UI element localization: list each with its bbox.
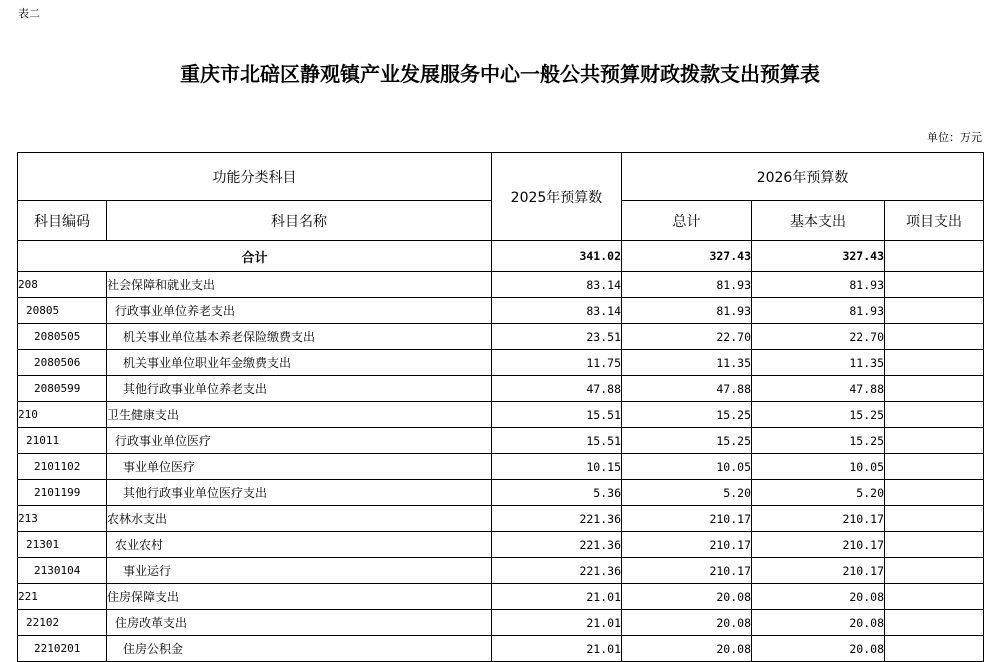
row-basic: 81.93: [752, 298, 885, 324]
row-b2025: 21.01: [492, 584, 622, 610]
table-row: [18, 272, 984, 298]
row-code: 210: [18, 402, 107, 428]
basic-header: 基本支出: [752, 201, 885, 241]
row-name: 农业农村: [107, 532, 492, 558]
row-b2025: 11.75: [492, 350, 622, 376]
row-b2025: 47.88: [492, 376, 622, 402]
row-name: 行政事业单位医疗: [107, 428, 492, 454]
row-basic: 15.25: [752, 402, 885, 428]
row-code: 2101199: [18, 480, 107, 506]
row-total: 81.93: [622, 298, 752, 324]
row-code: 2101102: [18, 454, 107, 480]
project-header: 项目支出: [885, 201, 984, 241]
row-project: [885, 480, 984, 506]
row-project: [885, 636, 984, 662]
row-project: [885, 298, 984, 324]
page-title: 重庆市北碚区静观镇产业发展服务中心一般公共预算财政拨款支出预算表: [180, 62, 820, 86]
row-project: [885, 428, 984, 454]
total-total: 327.43: [622, 241, 752, 272]
row-total: 20.08: [622, 610, 752, 636]
row-b2025: 15.51: [492, 402, 622, 428]
row-name: 住房改革支出: [107, 610, 492, 636]
table-row: [18, 636, 984, 662]
row-basic: 210.17: [752, 532, 885, 558]
row-basic: 20.08: [752, 584, 885, 610]
row-code: 221: [18, 584, 107, 610]
row-total: 210.17: [622, 506, 752, 532]
row-name: 社会保障和就业支出: [107, 272, 492, 298]
table-row: [18, 324, 984, 350]
unit-label: 单位：万元: [927, 131, 982, 144]
row-basic: 10.05: [752, 454, 885, 480]
row-total: 5.20: [622, 480, 752, 506]
row-code: 22102: [18, 610, 107, 636]
row-basic: 210.17: [752, 506, 885, 532]
table-row: [18, 558, 984, 584]
row-total: 20.08: [622, 636, 752, 662]
row-total: 210.17: [622, 558, 752, 584]
row-basic: 47.88: [752, 376, 885, 402]
row-basic: 11.35: [752, 350, 885, 376]
func-category-header: 功能分类科目: [18, 153, 492, 201]
row-project: [885, 324, 984, 350]
table-row: [18, 532, 984, 558]
table-row: [18, 584, 984, 610]
row-basic: 20.08: [752, 636, 885, 662]
row-basic: 5.20: [752, 480, 885, 506]
row-basic: 20.08: [752, 610, 885, 636]
row-b2025: 221.36: [492, 532, 622, 558]
row-b2025: 83.14: [492, 298, 622, 324]
table-row: [18, 298, 984, 324]
row-total: 10.05: [622, 454, 752, 480]
row-name: 其他行政事业单位医疗支出: [107, 480, 492, 506]
table-number-label: 表二: [18, 7, 40, 20]
total-basic: 327.43: [752, 241, 885, 272]
row-code: 213: [18, 506, 107, 532]
row-b2025: 15.51: [492, 428, 622, 454]
row-name: 其他行政事业单位养老支出: [107, 376, 492, 402]
table-row: [18, 610, 984, 636]
total-project: [885, 241, 984, 272]
row-code: 2080506: [18, 350, 107, 376]
row-project: [885, 532, 984, 558]
table-row: [18, 480, 984, 506]
row-b2025: 221.36: [492, 506, 622, 532]
row-basic: 81.93: [752, 272, 885, 298]
row-project: [885, 454, 984, 480]
row-basic: 22.70: [752, 324, 885, 350]
row-total: 47.88: [622, 376, 752, 402]
row-b2025: 23.51: [492, 324, 622, 350]
row-project: [885, 610, 984, 636]
budget-2025-header: 2025年预算数: [492, 153, 622, 241]
total-row: [18, 241, 984, 272]
row-project: [885, 506, 984, 532]
row-project: [885, 350, 984, 376]
row-total: 11.35: [622, 350, 752, 376]
name-header: 科目名称: [107, 201, 492, 241]
row-name: 住房公积金: [107, 636, 492, 662]
table-row: [18, 454, 984, 480]
row-b2025: 21.01: [492, 636, 622, 662]
code-header: 科目编码: [18, 201, 107, 241]
row-basic: 210.17: [752, 558, 885, 584]
total-label: 合计: [18, 241, 492, 272]
table-row: [18, 402, 984, 428]
row-name: 机关事业单位基本养老保险缴费支出: [107, 324, 492, 350]
row-b2025: 221.36: [492, 558, 622, 584]
row-name: 机关事业单位职业年金缴费支出: [107, 350, 492, 376]
row-code: 2210201: [18, 636, 107, 662]
row-code: 20805: [18, 298, 107, 324]
table-row: [18, 350, 984, 376]
row-name: 卫生健康支出: [107, 402, 492, 428]
table-row: [18, 376, 984, 402]
row-project: [885, 272, 984, 298]
row-total: 15.25: [622, 402, 752, 428]
row-b2025: 5.36: [492, 480, 622, 506]
row-name: 农林水支出: [107, 506, 492, 532]
row-name: 行政事业单位养老支出: [107, 298, 492, 324]
total-b2025: 341.02: [492, 241, 622, 272]
row-project: [885, 558, 984, 584]
total-header: 总计: [622, 201, 752, 241]
row-code: 2130104: [18, 558, 107, 584]
table-row: [18, 506, 984, 532]
row-code: 2080505: [18, 324, 107, 350]
row-b2025: 21.01: [492, 610, 622, 636]
row-total: 81.93: [622, 272, 752, 298]
row-name: 事业运行: [107, 558, 492, 584]
row-b2025: 10.15: [492, 454, 622, 480]
row-code: 2080599: [18, 376, 107, 402]
budget-table: [17, 152, 984, 662]
row-project: [885, 402, 984, 428]
row-code: 21301: [18, 532, 107, 558]
row-b2025: 83.14: [492, 272, 622, 298]
row-project: [885, 376, 984, 402]
row-basic: 15.25: [752, 428, 885, 454]
row-total: 15.25: [622, 428, 752, 454]
row-total: 22.70: [622, 324, 752, 350]
header-row-1: [18, 153, 984, 201]
row-project: [885, 584, 984, 610]
budget-2026-header: 2026年预算数: [622, 153, 984, 201]
row-code: 208: [18, 272, 107, 298]
row-total: 210.17: [622, 532, 752, 558]
row-total: 20.08: [622, 584, 752, 610]
table-row: [18, 428, 984, 454]
row-code: 21011: [18, 428, 107, 454]
row-name: 住房保障支出: [107, 584, 492, 610]
row-name: 事业单位医疗: [107, 454, 492, 480]
